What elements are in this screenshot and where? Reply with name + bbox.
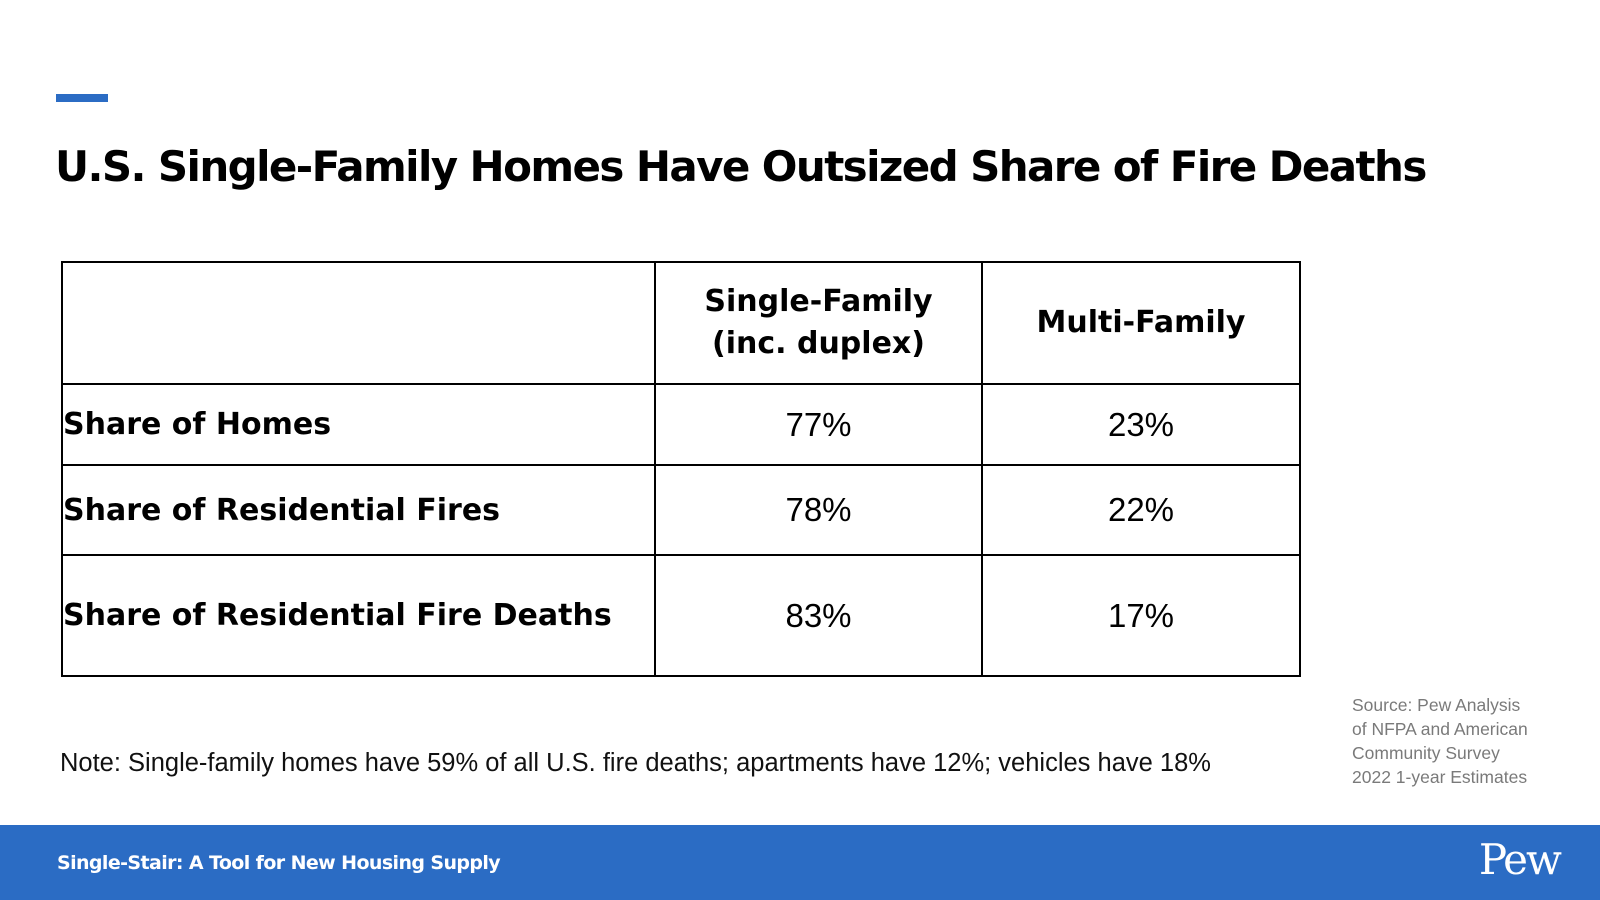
column-header-single-family-line1: Single-Family	[704, 284, 933, 319]
row-label: Share of Residential Fires	[62, 465, 655, 555]
footer-bar	[0, 825, 1600, 900]
source-citation	[1352, 693, 1572, 789]
table-row	[62, 384, 1300, 465]
single-family-value: 77%	[655, 384, 982, 465]
multi-family-value: 17%	[982, 555, 1300, 676]
title-accent-bar	[56, 94, 108, 102]
column-header-multi-family: Multi-Family	[982, 262, 1300, 384]
multi-family-value: 22%	[982, 465, 1300, 555]
multi-family-value: 23%	[982, 384, 1300, 465]
column-header-single-family-line2: (inc. duplex)	[712, 326, 925, 361]
source-line: 2022 1-year Estimates	[1352, 767, 1528, 787]
page-title: U.S. Single-Family Homes Have Outsized Share of Fire Deaths	[55, 142, 1426, 191]
pew-logo: Pew	[1478, 835, 1560, 884]
footer-title: Single-Stair: A Tool for New Housing Supply	[57, 852, 501, 874]
single-family-value: 83%	[655, 555, 982, 676]
source-line: Community Survey	[1352, 743, 1500, 763]
table-row	[62, 555, 1300, 676]
table-row	[62, 465, 1300, 555]
comparison-table	[61, 261, 1301, 677]
column-header-single-family	[655, 262, 982, 384]
source-line: Source: Pew Analysis	[1352, 695, 1521, 715]
row-label: Share of Residential Fire Deaths	[62, 555, 655, 676]
table-header-row	[62, 262, 1300, 384]
table-corner-cell	[62, 262, 655, 384]
single-family-value: 78%	[655, 465, 982, 555]
table-note: Note: Single-family homes have 59% of all U.S. fire deaths; apartments have 12%; vehicles have 18%	[60, 749, 1211, 777]
row-label: Share of Homes	[62, 384, 655, 465]
source-line: of NFPA and American	[1352, 719, 1528, 739]
